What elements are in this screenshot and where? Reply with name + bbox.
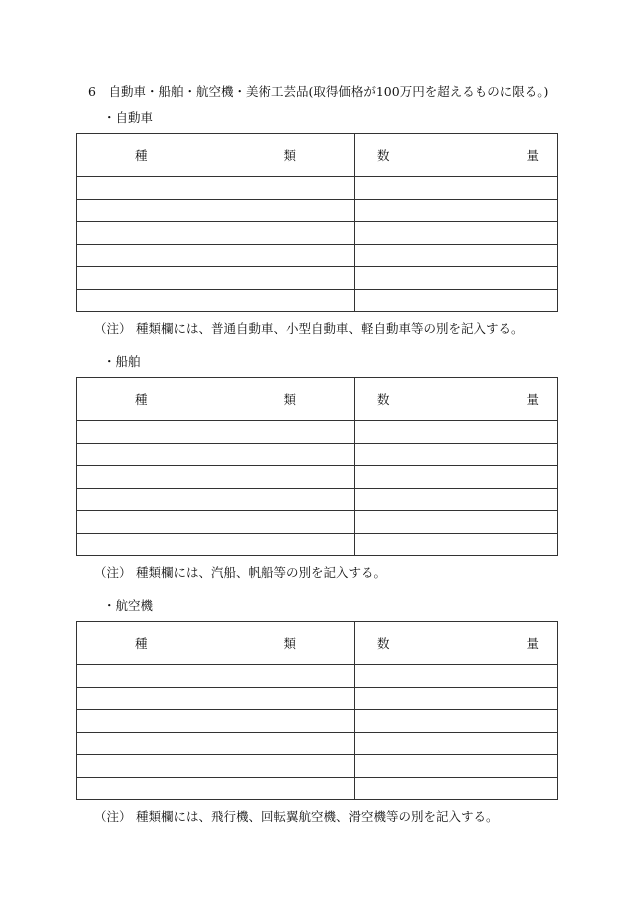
table-row: [77, 488, 558, 511]
quantity-cell[interactable]: [355, 267, 558, 290]
quantity-cell[interactable]: [355, 687, 558, 710]
kind-header-cell: [77, 378, 355, 421]
page-heading: 6 自動車・船舶・航空機・美術工芸品(取得価格が100万円を超えるものに限る。): [88, 84, 549, 99]
note-mark: （注）: [94, 809, 132, 824]
kind-header-char-1: 種: [135, 392, 148, 407]
aircraft-table: [76, 621, 558, 800]
table-row: [77, 199, 558, 222]
kind-header-char-1: 種: [135, 636, 148, 651]
kind-cell[interactable]: [77, 687, 355, 710]
kind-cell[interactable]: [77, 511, 355, 534]
kind-cell[interactable]: [77, 177, 355, 200]
quantity-cell[interactable]: [355, 199, 558, 222]
quantity-cell[interactable]: [355, 511, 558, 534]
quantity-cell[interactable]: [355, 755, 558, 778]
section-label-automobile: ・自動車: [103, 110, 154, 125]
quantity-header-char-1: 数: [377, 392, 390, 407]
kind-cell[interactable]: [77, 755, 355, 778]
table-row: [77, 687, 558, 710]
kind-cell[interactable]: [77, 289, 355, 312]
table-row: [77, 777, 558, 800]
quantity-cell[interactable]: [355, 222, 558, 245]
table-row: [77, 665, 558, 688]
kind-cell[interactable]: [77, 777, 355, 800]
quantity-cell[interactable]: [355, 289, 558, 312]
note-aircraft: [94, 811, 499, 824]
kind-cell[interactable]: [77, 267, 355, 290]
ship-table: [76, 377, 558, 556]
kind-cell[interactable]: [77, 199, 355, 222]
table-header-row: [77, 378, 558, 421]
kind-header-cell: [77, 622, 355, 665]
quantity-cell[interactable]: [355, 488, 558, 511]
table-row: [77, 289, 558, 312]
table-row: [77, 466, 558, 489]
section-label-ship: ・船舶: [103, 354, 141, 369]
kind-cell[interactable]: [77, 443, 355, 466]
table-row: [77, 710, 558, 733]
kind-cell[interactable]: [77, 665, 355, 688]
note-automobile: [94, 323, 524, 336]
quantity-cell[interactable]: [355, 665, 558, 688]
quantity-cell[interactable]: [355, 244, 558, 267]
table-row: [77, 177, 558, 200]
note-text: 種類欄には、汽船、帆船等の別を記入する。: [136, 565, 387, 580]
note-text: 種類欄には、飛行機、回転翼航空機、滑空機等の別を記入する。: [136, 809, 499, 824]
quantity-cell[interactable]: [355, 732, 558, 755]
section-label-aircraft: ・航空機: [103, 598, 154, 613]
quantity-cell[interactable]: [355, 533, 558, 556]
table-row: [77, 511, 558, 534]
kind-cell[interactable]: [77, 222, 355, 245]
table-row: [77, 533, 558, 556]
quantity-cell[interactable]: [355, 443, 558, 466]
kind-header-char-2: 類: [283, 148, 296, 163]
kind-cell[interactable]: [77, 732, 355, 755]
quantity-cell[interactable]: [355, 177, 558, 200]
quantity-header-cell: [355, 622, 558, 665]
kind-cell[interactable]: [77, 533, 355, 556]
kind-cell[interactable]: [77, 710, 355, 733]
quantity-header-char-2: 量: [526, 148, 539, 163]
note-mark: （注）: [94, 321, 132, 336]
quantity-header-char-1: 数: [377, 148, 390, 163]
quantity-cell[interactable]: [355, 710, 558, 733]
quantity-cell[interactable]: [355, 421, 558, 444]
kind-header-cell: [77, 134, 355, 177]
quantity-header-char-1: 数: [377, 636, 390, 651]
quantity-cell[interactable]: [355, 777, 558, 800]
kind-header-char-2: 類: [283, 392, 296, 407]
kind-cell[interactable]: [77, 488, 355, 511]
table-row: [77, 732, 558, 755]
table-row: [77, 443, 558, 466]
table-row: [77, 755, 558, 778]
quantity-header-char-2: 量: [526, 392, 539, 407]
quantity-header-cell: [355, 378, 558, 421]
kind-cell[interactable]: [77, 244, 355, 267]
table-header-row: [77, 622, 558, 665]
quantity-header-cell: [355, 134, 558, 177]
kind-cell[interactable]: [77, 466, 355, 489]
table-row: [77, 267, 558, 290]
kind-cell[interactable]: [77, 421, 355, 444]
kind-header-char-1: 種: [135, 148, 148, 163]
note-text: 種類欄には、普通自動車、小型自動車、軽自動車等の別を記入する。: [136, 321, 524, 336]
table-header-row: [77, 134, 558, 177]
automobile-table: [76, 133, 558, 312]
table-row: [77, 244, 558, 267]
note-ship: [94, 567, 386, 580]
table-row: [77, 222, 558, 245]
kind-header-char-2: 類: [283, 636, 296, 651]
quantity-header-char-2: 量: [526, 636, 539, 651]
quantity-cell[interactable]: [355, 466, 558, 489]
note-mark: （注）: [94, 565, 132, 580]
table-row: [77, 421, 558, 444]
